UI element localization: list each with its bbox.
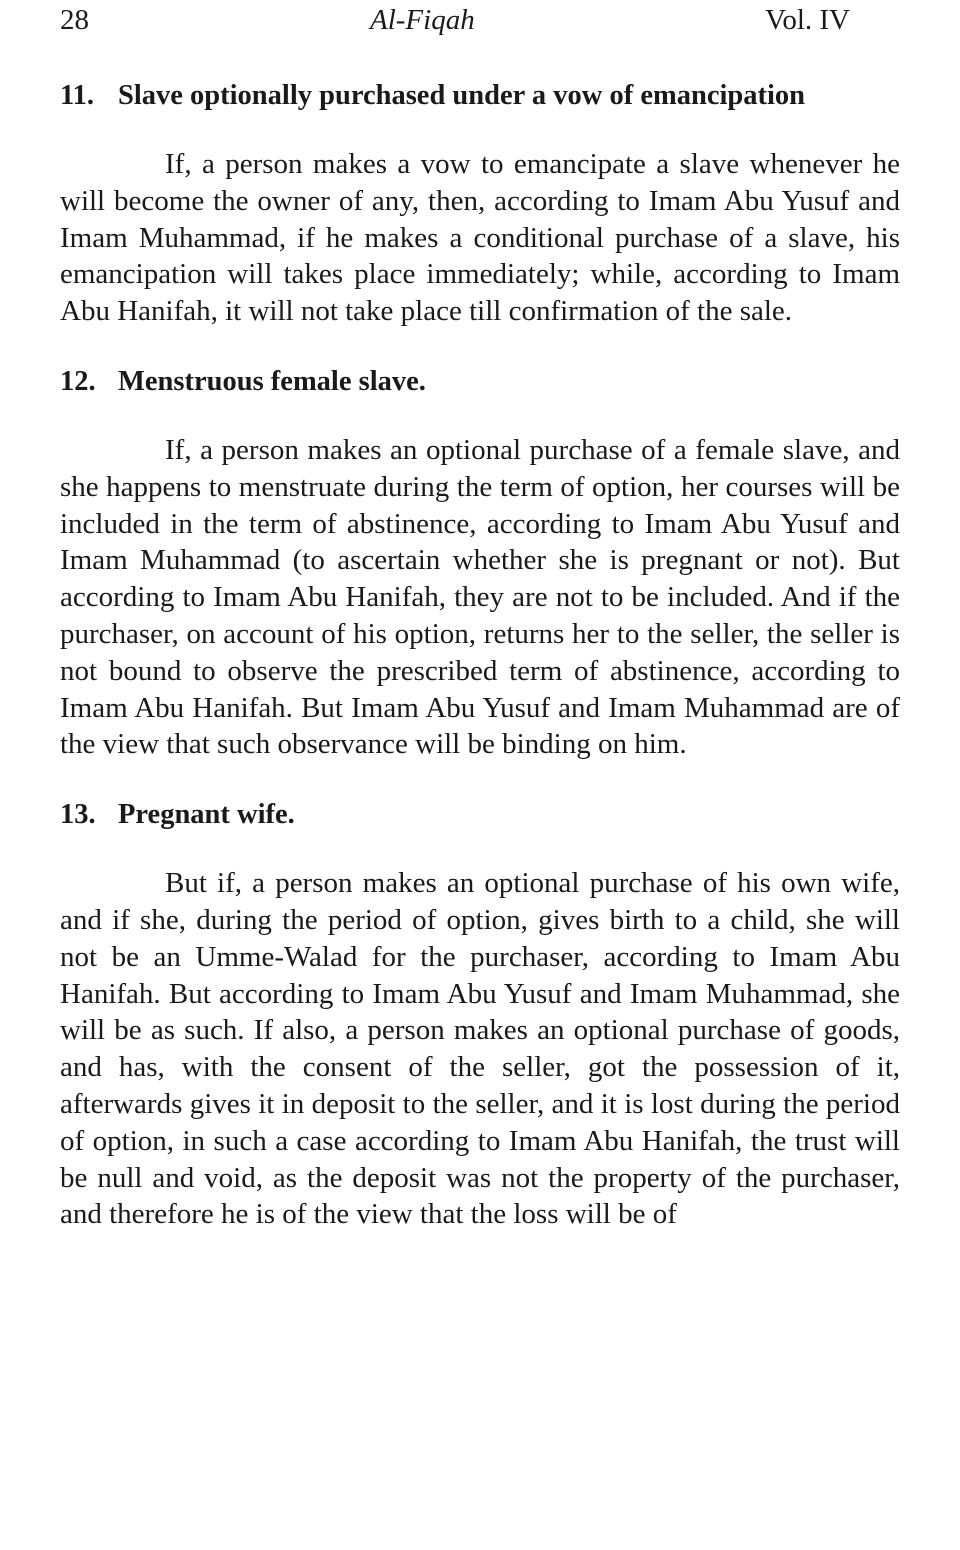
section-heading (60, 364, 900, 400)
section-title: Menstruous female slave. (118, 365, 426, 397)
section-title: Slave optionally purchased under a vow of emancipation (118, 80, 805, 111)
section-13 (60, 797, 900, 1233)
section-number: 11. (60, 80, 95, 111)
book-page (60, 0, 900, 1550)
running-header (60, 0, 900, 48)
section-heading (60, 78, 900, 114)
section-number: 13. (60, 799, 96, 831)
section-heading (60, 797, 900, 833)
section-11 (60, 78, 900, 330)
section-title: Pregnant wife. (118, 799, 295, 831)
section-body: But if, a person makes an optional purchase of his own wife, and if she, during the period of option, gives birth to a child, she will not be an Umme-Walad for the purchaser, according to Imam Abu Hanifah. But according to Imam Abu Yusuf and Imam Muhammad, she will be as such. If also, a person makes an optional purchase of goods, and has, with the consent of the seller, got the possession of it, afterwards gives it in deposit to the seller, and it is lost during the period of option, in such a case according to Imam Abu Hanifah, the trust will be null and void, as the deposit was not the property of the purchaser, and therefore he is of the view that the loss will be of (60, 867, 900, 1231)
section-12 (60, 364, 900, 763)
book-title: Al-Fiqah (370, 4, 475, 36)
volume-label: Vol. IV (765, 4, 850, 36)
section-body: If, a person makes a vow to emancipate a slave whenever he will become the owner of any, then, according to Imam Abu Yusuf and Imam Muhammad, if he makes a conditional purchase of a slave, his emancipation will takes place immediately; while, according to Imam Abu Hanifah, it will not take place till confirmation of the sale. (60, 148, 900, 328)
section-body: If, a person makes an optional purchase of a female slave, and she happens to menstruate during the term of option, her courses will be included in the term of abstinence, according to Imam Abu Yusuf and Imam Muhammad (to ascertain whether she is pregnant or not). But according to Imam Abu Hanifah, they are not to be included. And if the purchaser, on account of his option, returns her to the seller, the seller is not bound to observe the prescribed term of abstinence, according to Imam Abu Hanifah. But Imam Abu Yusuf and Imam Muhammad are of the view that such observance will be binding on him. (60, 433, 900, 761)
section-number: 12. (60, 365, 96, 397)
page-number: 28 (60, 4, 89, 36)
